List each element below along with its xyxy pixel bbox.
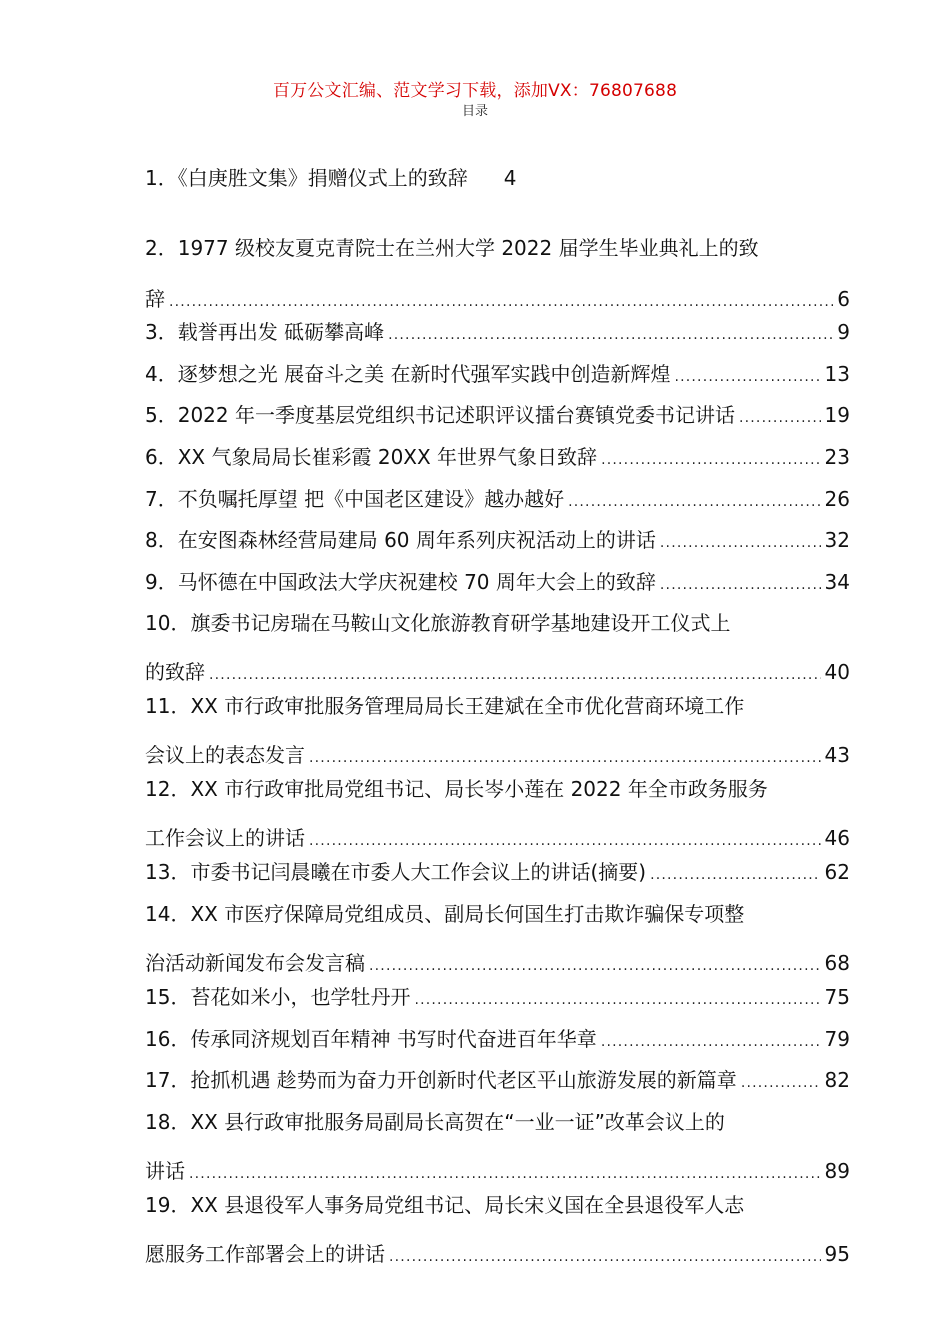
- toc-entry-5[interactable]: [145, 400, 850, 430]
- toc-entry-title: 13．市委书记闫晨曦在市委人大工作会议上的讲话(摘要): [145, 860, 647, 884]
- toc-entry-page: 40: [824, 660, 850, 684]
- toc-entry-title: 的致辞: [145, 660, 205, 684]
- toc-entry-page: 68: [824, 951, 850, 975]
- toc-entry-8[interactable]: [145, 525, 850, 555]
- toc-entry-11[interactable]: [145, 691, 850, 721]
- toc-leader-dots: [209, 660, 821, 690]
- toc-entry-14-cont[interactable]: [145, 948, 850, 978]
- toc-entry-13[interactable]: [145, 857, 850, 887]
- toc-entry-10[interactable]: [145, 608, 850, 638]
- toc-entry-title: 10．旗委书记房瑞在马鞍山文化旅游教育研学基地建设开工仪式上: [145, 611, 731, 635]
- toc-entry-page: 62: [824, 860, 850, 884]
- toc-entry-title: 8．在安图森林经营局建局 60 周年系列庆祝活动上的讲话: [145, 528, 656, 552]
- toc-entry-title: 6．XX 气象局局长崔彩霞 20XX 年世界气象日致辞: [145, 445, 598, 469]
- toc-entry-4[interactable]: [145, 359, 850, 389]
- toc-entry-page: 95: [824, 1242, 850, 1266]
- toc-entry-6[interactable]: [145, 442, 850, 472]
- toc-entry-title: 16．传承同济规划百年精神 书写时代奋进百年华章: [145, 1027, 597, 1051]
- toc-entry-1[interactable]: [145, 163, 850, 193]
- toc-entry-10-cont[interactable]: [145, 657, 850, 687]
- toc-entry-page: 9: [837, 320, 850, 344]
- toc-entry-page: 43: [824, 743, 850, 767]
- toc-leader-dots: [414, 985, 820, 1015]
- toc-entry-18-cont[interactable]: [145, 1156, 850, 1186]
- toc-entry-page: 19: [824, 403, 850, 427]
- toc-entry-9[interactable]: [145, 567, 850, 597]
- toc-entry-page: 26: [824, 487, 850, 511]
- toc-leader-dots: [189, 1159, 821, 1189]
- toc-entry-17[interactable]: [145, 1065, 850, 1095]
- toc-entry-title: 12．XX 市行政审批局党组书记、局长岑小莲在 2022 年全市政务服务: [145, 777, 768, 801]
- toc-entry-12[interactable]: [145, 774, 850, 804]
- toc-leader-dots: [309, 743, 821, 773]
- toc-entry-page: 32: [824, 528, 850, 552]
- toc-entry-16[interactable]: [145, 1024, 850, 1054]
- toc-entry-19[interactable]: [145, 1190, 850, 1220]
- toc-entry-page: 6: [837, 287, 850, 311]
- toc-entry-3[interactable]: [145, 317, 850, 347]
- toc-entry-title: 11．XX 市行政审批服务管理局局长王建斌在全市优化营商环境工作: [145, 694, 745, 718]
- toc-entry-title: 17．抢抓机遇 趁势而为奋力开创新时代老区平山旅游发展的新篇章: [145, 1068, 737, 1092]
- toc-entry-title: 讲话: [145, 1159, 185, 1183]
- toc-leader-dots: [660, 570, 821, 600]
- toc-entry-2-cont[interactable]: [145, 284, 850, 314]
- toc-leader-dots: [389, 1242, 821, 1272]
- toc-leader-dots: [660, 528, 821, 558]
- toc-entry-title: 5．2022 年一季度基层党组织书记述职评议擂台赛镇党委书记讲话: [145, 403, 735, 427]
- toc-entry-15[interactable]: [145, 982, 850, 1012]
- toc-entry-title: 14．XX 市医疗保障局党组成员、副局长何国生打击欺诈骗保专项整: [145, 902, 745, 926]
- toc-leader-dots: [674, 362, 820, 392]
- toc-leader-dots: [309, 826, 821, 856]
- toc-entry-page: 13: [824, 362, 850, 386]
- header-banner: 百万公文汇编、范文学习下载，添加VX：76807688: [272, 81, 678, 101]
- toc-entry-page: 23: [824, 445, 850, 469]
- toc-entry-title: 4．逐梦想之光 展奋斗之美 在新时代强军实践中创造新辉煌: [145, 362, 671, 386]
- toc-entry-title: 愿服务工作部署会上的讲话: [145, 1242, 385, 1266]
- toc-entry-title: 19．XX 县退役军人事务局党组书记、局长宋义国在全县退役军人志: [145, 1193, 745, 1217]
- toc-entry-page: 34: [824, 570, 850, 594]
- toc-entry-11-cont[interactable]: [145, 740, 850, 770]
- toc-entry-page: 89: [824, 1159, 850, 1183]
- toc-entry-title: 15．苔花如米小，也学牡丹开: [145, 985, 411, 1009]
- toc-entry-page: 4: [503, 166, 517, 190]
- toc-leader-dots: [601, 445, 820, 475]
- toc-entry-14[interactable]: [145, 899, 850, 929]
- toc-entry-page: 82: [824, 1068, 850, 1092]
- toc-entry-title: 工作会议上的讲话: [145, 826, 305, 850]
- toc-entry-title: 会议上的表态发言: [145, 743, 305, 767]
- toc-entry-title: 18．XX 县行政审批服务局副局长高贺在“一业一证”改革会议上的: [145, 1110, 725, 1134]
- toc-leader-dots: [169, 287, 833, 317]
- toc-entry-title: 7．不负嘱托厚望 把《中国老区建设》越办越好: [145, 487, 565, 511]
- toc-entry-19-cont[interactable]: [145, 1239, 850, 1269]
- toc-leader-dots: [568, 487, 820, 517]
- toc-entry-title: 3．载誉再出发 砥砺攀高峰: [145, 320, 385, 344]
- toc-entry-page: 75: [824, 985, 850, 1009]
- toc-entry-title: 治活动新闻发布会发言稿: [145, 951, 365, 975]
- toc-entry-12-cont[interactable]: [145, 823, 850, 853]
- toc-entry-2[interactable]: [145, 233, 850, 263]
- toc-entry-title: 1．《白庚胜文集》捐赠仪式上的致辞: [145, 166, 468, 190]
- toc-leader-dots: [388, 320, 833, 350]
- toc-leader-dots: [741, 1068, 821, 1098]
- toc-title: 目录: [461, 104, 488, 119]
- toc-entry-18[interactable]: [145, 1107, 850, 1137]
- toc-leader-dots: [739, 403, 821, 433]
- toc-leader-dots: [650, 860, 820, 890]
- toc-entry-page: 46: [824, 826, 850, 850]
- toc-leader-dots: [369, 951, 821, 981]
- toc-entry-title: 9．马怀德在中国政法大学庆祝建校 70 周年大会上的致辞: [145, 570, 656, 594]
- toc-leader-dots: [601, 1027, 821, 1057]
- toc-entry-page: 79: [824, 1027, 850, 1051]
- toc-entry-title: 辞: [145, 287, 165, 311]
- toc-entry-7[interactable]: [145, 484, 850, 514]
- toc-entry-title: 2．1977 级校友夏克青院士在兰州大学 2022 届学生毕业典礼上的致: [145, 236, 759, 260]
